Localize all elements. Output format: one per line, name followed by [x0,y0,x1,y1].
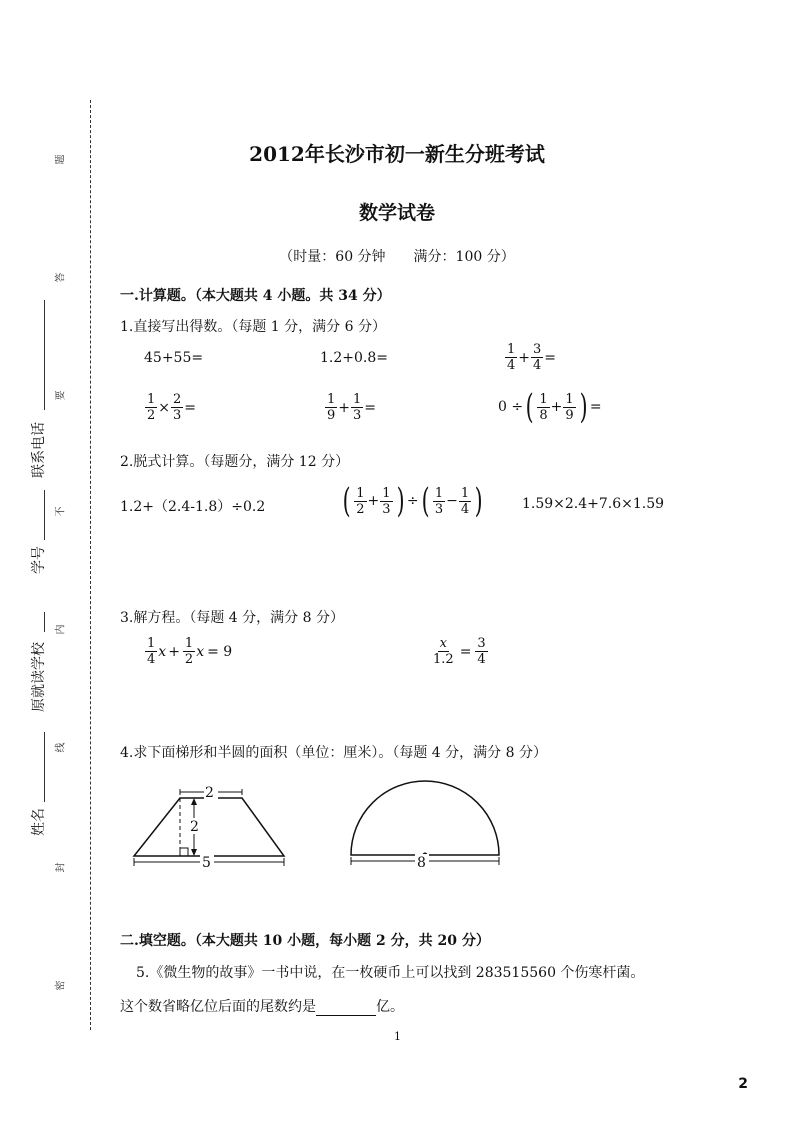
field-label-school: 原就读学校 [31,642,47,712]
q1-d: $\frac{1}{2}$ × $\frac{2}{3}$ = [147,392,197,423]
seal-char: 内 [55,624,67,635]
q1-b: 1.2+0.8= [320,350,388,366]
q2-c: 1.59×2.4+7.6×1.59 [522,496,665,512]
seal-char: 要 [55,390,67,401]
q4-label: 4.求下面梯形和半圆的面积（单位：厘米）。（每题 4 分，满分 8 分） [120,745,547,761]
q2-a: 1.2+（2.4-1.8）÷0.2 [120,499,266,515]
field-label-name: 姓名 [31,808,47,836]
q3-label: 3.解方程。（每题 4 分，满分 8 分） [120,610,344,626]
seal-char: 答 [55,272,67,283]
q1-label: 1.直接写出得数。（每题 1 分，满分 6 分） [120,319,386,335]
semicircle-diameter-label: 8 [417,855,426,871]
q1-c: $\frac{1}{4}$ + $\frac{3}{4}$ = [507,342,557,373]
seal-char: 封 [55,862,67,873]
exam-timing: （时量：60 分钟 满分：100 分） [279,249,515,265]
q2-label: 2.脱式计算。（每题分，满分 12 分） [120,454,350,470]
field-label-student-id: 学号 [31,546,47,574]
q2-b: ( $\frac{1}{2}$ + $\frac{1}{3}$ ) ÷ ( $\frac{1}{3}$ − $\frac{1}{4}$ ) [342,481,483,521]
trapezoid-top-label: 2 [205,785,214,801]
seal-char: 线 [55,742,67,753]
q3-a: $\frac{1}{4}$ x + $\frac{1}{2}$ x = 9 [147,636,233,667]
page-number-center: 1 [394,1030,401,1043]
section1-heading: 一.计算题。（本大题共 4 小题。共 34 分） [120,288,391,304]
binding-dashed-line [90,100,91,1030]
exam-title: 2012年长沙市初一新生分班考试 [249,142,545,166]
q3-b: $\frac{x}{1.2}$ = $\frac{3}{4}$ [433,636,486,667]
trapezoid-height-label: 2 [190,819,199,835]
q5-line2 [120,996,404,1016]
seal-char: 题 [55,154,67,165]
field-line-name [44,732,45,802]
q5-answer-blank[interactable] [316,1001,376,1016]
trapezoid-figure [130,780,300,880]
field-label-phone: 联系电话 [31,422,47,478]
q1-a: 45+55= [144,350,204,366]
seal-char: 密 [55,980,67,991]
section2-heading: 二.填空题。（本大题共 10 小题，每小题 2 分，共 20 分） [120,933,490,949]
seal-char: 不 [55,506,67,517]
page-number-corner: 2 [738,1076,748,1092]
trapezoid-bottom-label: 5 [202,855,211,871]
q5-line2-suffix: 亿。 [376,999,404,1015]
field-line-student-id [44,490,45,540]
field-line-phone [44,300,45,410]
field-line-school [44,612,45,632]
q5-line1: 5.《微生物的故事》一书中说，在一枚硬币上可以找到 283515560 个伤寒杆菌。 [136,965,645,981]
q1-e: $\frac{1}{9}$ + $\frac{1}{3}$ = [327,392,377,423]
exam-subtitle: 数学试卷 [358,202,435,224]
q5-line2-text: 这个数省略亿位后面的尾数约是 [120,999,316,1015]
q1-f: 0 ÷ ( $\frac{1}{8}$ + $\frac{1}{9}$ ) = [498,387,602,427]
